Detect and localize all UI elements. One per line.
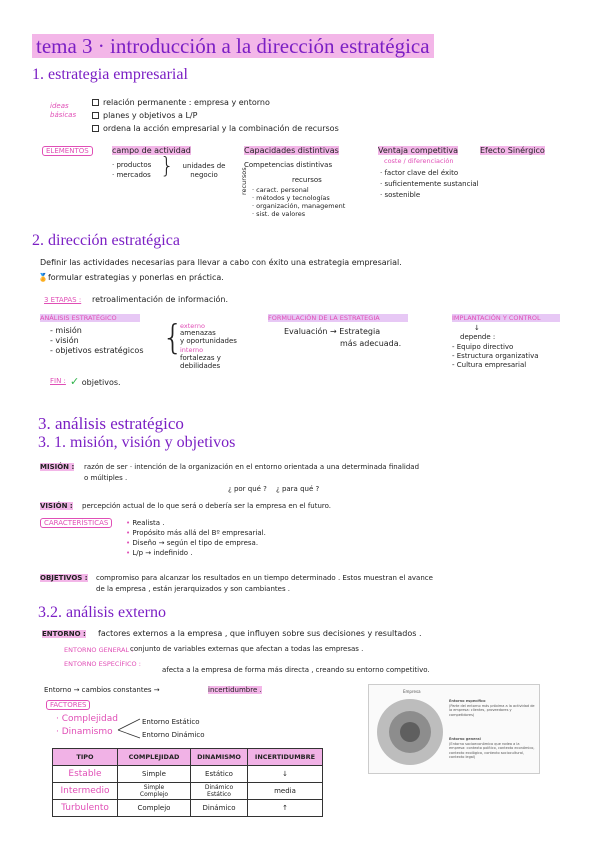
formulacion-adecuada: más adecuada. [340, 339, 402, 348]
implantacion-items: - Equipo directivo - Estructura organizativa - Cultura empresarial [452, 343, 539, 369]
etapas-text: retroalimentación de información. [92, 295, 228, 304]
question-2: ¿ para qué ? [276, 485, 320, 493]
figure-title: Empresa [403, 689, 421, 694]
brace: } [160, 154, 174, 179]
objetivos-text: compromiso para alcanzar los resultados en un tiempo determinado . Estos muestran el avance [96, 574, 433, 582]
analisis-items: - misión - visión - objetivos estratégicos [50, 326, 144, 355]
entorno-label: ENTORNO : [42, 630, 86, 638]
factores-connector [116, 716, 142, 740]
section-3-title: 3. análisis estratégico [38, 414, 184, 433]
table-row: Estable Simple Estático ↓ [53, 766, 323, 783]
campo-items: · productos · mercados [112, 161, 152, 179]
externo-label: externo [180, 322, 205, 330]
vision-label: VISIÓN : [40, 502, 73, 510]
ideas-label: ideas básicas [50, 102, 77, 119]
campo-result: unidades de negocio [182, 162, 226, 179]
entorno-text: factores externos a la empresa , que influyen sobre sus decisiones y resultados . [98, 629, 422, 638]
capacidades-head: Capacidades distintivas [244, 146, 339, 155]
caracteristicas-label: CARACTERÍSTICAS [40, 518, 112, 528]
ventaja-items: · factor clave del éxito · suficientemente sustancial · sostenible [380, 169, 479, 199]
section-2-title: 2. dirección estratégica [32, 232, 180, 249]
factores-out: Entorno Estático Entorno Dinámico [142, 718, 205, 739]
section-3-2-title: 3.2. análisis externo [38, 604, 166, 621]
medal-icon: 🏅 [38, 273, 48, 282]
general-text: conjunto de variables externas que afectan a todas las empresas . [130, 645, 364, 653]
mision-text: razón de ser · intención de la organización en el entorno orientada a una determinada finalidad [84, 463, 420, 471]
table-header: INCERTIDUMBRE [248, 749, 323, 766]
mision-label: MISIÓN : [40, 463, 75, 471]
objetivos-label: OBJETIVOS : [40, 574, 88, 582]
campo-head: campo de actividad [112, 146, 191, 155]
factores-label: FACTORES [46, 700, 90, 710]
brace: { [162, 318, 184, 358]
elementos-label: ELEMENTOS [42, 146, 93, 156]
efecto-sinergico: Efecto Sinérgico [480, 146, 545, 155]
page-title: tema 3 · introducción a la dirección estratégica [32, 34, 434, 59]
entorno-figure: Empresa Entorno específico (Parte del entorno más próxima a la actividad de la empresa: clientes, proveedores y competidores) Entorno general (Entorno socioeconómico que rodea a la empresa: contexto político, contexto económico, contexto ecológico, contexto sociocultural, contexto legal) [368, 684, 540, 774]
table-row: Turbulento Complejo Dinámico ↑ [53, 800, 323, 817]
implantacion-head: IMPLANTACIÓN Y CONTROL [452, 314, 560, 322]
etapas-label: 3 ETAPAS : [44, 296, 82, 304]
check-icon: ✓ [70, 375, 80, 388]
table-header: TIPO [53, 749, 118, 766]
idea-item: planes y objetivos a L/P [92, 109, 339, 122]
fin-label: FIN : [50, 377, 66, 385]
section-3-1-title: 3. 1. misión, visión y objetivos [38, 434, 236, 451]
def-line2: 🏅formular estrategias y ponerlas en práctica. [38, 273, 224, 282]
cambios-text: Entorno → cambios constantes → [44, 686, 160, 694]
vision-text: percepción actual de lo que será o debería ser la empresa en el futuro. [82, 502, 332, 510]
especifico-label: ENTORNO ESPECÍFICO : [64, 660, 141, 668]
fin-text: ✓ objetivos. [70, 375, 121, 388]
ventaja-head: Ventaja competitiva [378, 146, 458, 155]
depende: depende : [460, 333, 496, 341]
especifico-text: afecta a la empresa de forma más directa , creando su entorno competitivo. [162, 666, 430, 674]
ideas-list [92, 96, 339, 135]
externo-items: amenazas y oportunidades [180, 329, 237, 345]
interno-label: interno [180, 346, 204, 354]
question-1: ¿ por qué ? [228, 485, 267, 493]
caracteristicas-list: • Realista . • Propósito más allá del Bº empresarial. • Diseño → según el tipo de empresa. • L/p → indefinido . [126, 519, 266, 557]
interno-items: fortalezas y debilidades [180, 354, 221, 370]
table-header: DINAMISMO [191, 749, 248, 766]
capacidades-line2: recursos [292, 176, 322, 184]
analisis-head: ANÁLISIS ESTRATÉGICO [40, 314, 140, 322]
idea-item: ordena la acción empresarial y la combinación de recursos [92, 122, 339, 135]
def-line1: Definir las actividades necesarias para llevar a cabo con éxito una estrategia empresarial. [40, 258, 402, 267]
objetivos-text2: de la empresa , están jerarquizados y son cambiantes . [96, 585, 291, 593]
incertidumbre-text: incertidumbre . [208, 686, 262, 694]
idea-item: relación permanente : empresa y entorno [92, 96, 339, 109]
table-header: COMPLEJIDAD [118, 749, 191, 766]
mision-text2: o múltiples . [84, 474, 128, 482]
recursos-vertical-label: recursos [240, 167, 248, 195]
capacidades-items: · caract. personal · métodos y tecnologías · organización, management · sist. de valores [252, 186, 346, 218]
capacidades-line1: Competencias distintivas [244, 161, 333, 169]
formulacion-head: FORMULACIÓN DE LA ESTRATEGIA [268, 314, 408, 322]
factores-list: · Complejidad · Dinamismo [56, 714, 118, 737]
general-label: ENTORNO GENERAL : [64, 646, 134, 654]
entorno-table [52, 748, 323, 817]
table-row: Intermedio Simple Complejo Dinámico Estático media [53, 783, 323, 800]
formulacion-line: Evaluación → Estrategia [284, 327, 381, 336]
section-1-title: 1. estrategia empresarial [32, 66, 188, 83]
down-arrow: ↓ [474, 324, 480, 332]
ventaja-sub: coste / diferenciación [384, 157, 454, 165]
